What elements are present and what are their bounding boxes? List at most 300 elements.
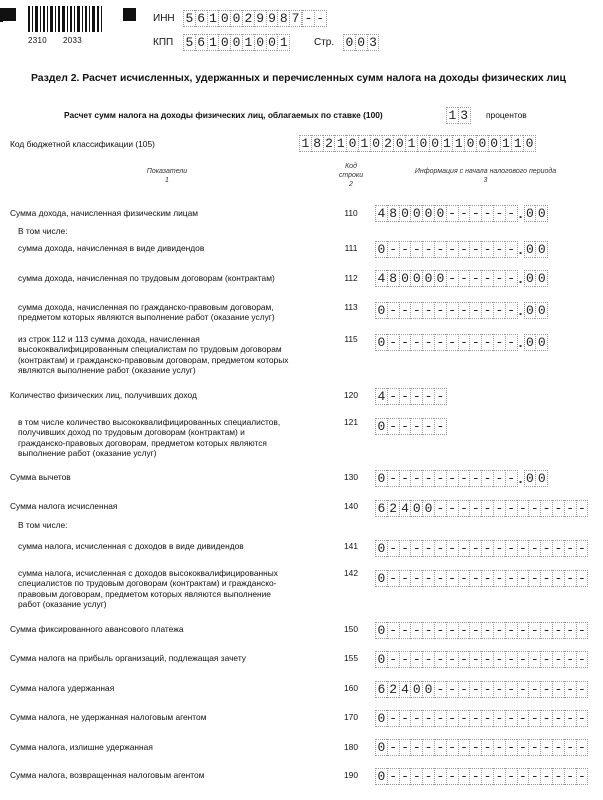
char-cell: - (469, 622, 481, 639)
char-cell: - (552, 768, 564, 785)
char-cell: - (410, 622, 422, 639)
char-cell: - (481, 622, 493, 639)
row-code: 170 (344, 712, 358, 722)
row-value-field[interactable] (375, 270, 548, 287)
char-cell: 0 (410, 500, 422, 517)
char-cell: - (446, 540, 458, 557)
char-cell: 0 (422, 205, 434, 222)
char-cell: 1 (207, 34, 219, 51)
char-cell: 0 (355, 34, 367, 51)
char-cell: - (552, 739, 564, 756)
char-cell: - (387, 241, 399, 258)
char-cell: - (387, 470, 399, 487)
char-cell: 0 (535, 270, 548, 287)
row-code: 121 (344, 417, 358, 427)
char-cell: - (528, 710, 540, 727)
char-cell: 3 (458, 107, 471, 124)
row-value-field[interactable] (375, 388, 447, 405)
char-cell: 0 (434, 270, 446, 287)
char-cell: - (493, 739, 505, 756)
char-cell: - (422, 334, 434, 351)
char-cell: - (517, 540, 529, 557)
char-cell: - (410, 540, 422, 557)
rate-cells (446, 107, 471, 124)
row-value-field[interactable] (375, 622, 588, 639)
row-value-field[interactable] (375, 241, 548, 258)
row-label-line: Сумма налога исчисленная (10, 501, 118, 511)
barcode-right: 2033 (63, 36, 82, 45)
char-cell: - (564, 540, 576, 557)
char-cell: - (446, 470, 458, 487)
kbk-label: Код бюджетной классификации (105) (10, 139, 155, 149)
char-cell: - (458, 622, 470, 639)
char-cell: - (481, 241, 493, 258)
char-cell: 7 (289, 10, 302, 27)
char-cell: - (422, 710, 434, 727)
row-label-line: В том числе: (18, 520, 68, 530)
page-cells (343, 34, 379, 51)
char-cell: 6 (195, 34, 207, 51)
decimal-point: . (518, 303, 523, 318)
row-value-field[interactable] (375, 651, 588, 668)
row-value-field[interactable] (375, 334, 548, 351)
row-value-field[interactable] (375, 470, 548, 487)
row-label (18, 243, 348, 253)
char-cell: - (540, 570, 552, 587)
row-value-cells (375, 622, 588, 639)
char-cell: - (517, 739, 529, 756)
char-cell: - (469, 739, 481, 756)
char-cell: - (576, 739, 589, 756)
char-cell: 0 (375, 334, 387, 351)
inn-trailing-cells (302, 10, 327, 27)
char-cell: 1 (277, 34, 290, 51)
row-value-cells (375, 241, 518, 258)
row-value-cells (375, 270, 518, 287)
char-cell: - (493, 681, 505, 698)
char-cell: 0 (524, 241, 536, 258)
row-label-line: Сумма налога, возвращенная налоговым агентом (10, 770, 205, 780)
char-cell: 0 (535, 241, 548, 258)
char-cell: - (505, 334, 518, 351)
row-label (10, 624, 340, 634)
row-label-line: являются выполнение работ (оказание услуг) (18, 364, 196, 375)
char-cell: - (552, 651, 564, 668)
rate-label: Расчет сумм налога на доходы физических лиц, облагаемых по ставке (100) (64, 110, 383, 120)
decimal-point: . (518, 242, 523, 257)
char-cell: - (458, 470, 470, 487)
char-cell: - (481, 270, 493, 287)
char-cell: 2 (387, 681, 399, 698)
char-cell: 1 (452, 135, 464, 152)
char-cell: - (302, 10, 314, 27)
char-cell: - (399, 302, 411, 319)
col1-header (127, 167, 207, 185)
char-cell: 0 (417, 135, 429, 152)
char-cell: - (505, 768, 517, 785)
char-cell: - (434, 334, 446, 351)
char-cell: - (469, 302, 481, 319)
char-cell: - (314, 10, 327, 27)
barcode (0, 6, 108, 36)
char-cell: - (481, 334, 493, 351)
char-cell: - (434, 470, 446, 487)
char-cell: - (458, 334, 470, 351)
char-cell: - (505, 570, 517, 587)
row-value-field[interactable] (375, 681, 588, 698)
char-cell: - (399, 739, 411, 756)
row-value-field[interactable] (375, 302, 548, 319)
char-cell: - (399, 418, 411, 435)
decimal-point: . (518, 206, 523, 221)
char-cell: - (528, 768, 540, 785)
char-cell: - (517, 570, 529, 587)
char-cell: 0 (422, 270, 434, 287)
page-number[interactable] (343, 34, 379, 51)
char-cell: 0 (535, 302, 548, 319)
char-cell: - (446, 681, 458, 698)
row-code: 110 (344, 208, 358, 218)
row-label (10, 770, 340, 780)
char-cell: 0 (375, 241, 387, 258)
row-value-field[interactable] (375, 540, 588, 557)
char-cell: 2 (387, 500, 399, 517)
row-code: 140 (344, 501, 358, 511)
inn-value[interactable] (183, 10, 327, 27)
row-value-field[interactable] (375, 768, 588, 785)
char-cell: - (493, 302, 505, 319)
char-cell: - (434, 388, 447, 405)
char-cell: 0 (524, 302, 536, 319)
char-cell: 1 (500, 135, 512, 152)
char-cell: - (387, 418, 399, 435)
row-label (18, 273, 348, 283)
row-label-line: предметом которых являются выполнение работ (оказание услуг) (18, 312, 275, 323)
char-cell: - (517, 681, 529, 698)
row-label-line: высококвалифицированным специалистам по трудовым договорам (18, 344, 282, 355)
row-value-field[interactable] (375, 570, 588, 587)
row-label (18, 541, 348, 551)
char-cell: 0 (375, 570, 387, 587)
row-label-line: выполнение работ (оказание услуг) (18, 447, 157, 458)
char-cell: - (399, 388, 411, 405)
char-cell: 1 (511, 135, 523, 152)
row-label-line: Сумма дохода, начисленная физическим лицам (10, 208, 198, 218)
char-cell: - (469, 681, 481, 698)
row-code: 112 (344, 273, 358, 283)
char-cell: 0 (218, 34, 230, 51)
char-cell: - (458, 570, 470, 587)
char-cell: - (564, 570, 576, 587)
char-cell: - (540, 540, 552, 557)
char-cell: - (481, 768, 493, 785)
char-cell: - (422, 470, 434, 487)
char-cell: - (576, 710, 589, 727)
char-cell: 0 (422, 681, 434, 698)
kpp-label: КПП (153, 37, 174, 48)
char-cell: 9 (254, 10, 266, 27)
kpp-value[interactable] (183, 34, 290, 51)
char-cell: - (446, 622, 458, 639)
row-label-line: Сумма налога, не удержанная налоговым агентом (10, 712, 207, 722)
row-value-cells (375, 418, 447, 435)
char-cell: - (399, 470, 411, 487)
row-kopecks-cells (524, 470, 549, 487)
char-cell: - (493, 768, 505, 785)
char-cell: - (517, 651, 529, 668)
char-cell: 0 (218, 10, 230, 27)
row-label-line: Сумма налога удержанная (10, 683, 115, 693)
row-code: 190 (344, 770, 358, 780)
char-cell: - (422, 739, 434, 756)
char-cell: - (446, 334, 458, 351)
char-cell: - (505, 270, 518, 287)
char-cell: 0 (375, 739, 387, 756)
char-cell: - (469, 470, 481, 487)
char-cell: - (458, 241, 470, 258)
char-cell: - (387, 302, 399, 319)
row-value-field[interactable] (375, 710, 588, 727)
row-label-line: сумма налога, исчисленная с доходов высококвалифицированных (18, 568, 278, 578)
char-cell: - (458, 302, 470, 319)
char-cell: - (387, 651, 399, 668)
char-cell: - (576, 651, 589, 668)
char-cell: 0 (422, 500, 434, 517)
col2-title-l2: строки (338, 172, 364, 179)
char-cell: - (422, 418, 434, 435)
char-cell: - (481, 302, 493, 319)
section-title: Раздел 2. Расчет исчисленных, удержанных и перечисленных сумм налога на доходы физических лиц (31, 73, 566, 84)
decimal-point: . (518, 335, 523, 350)
row-label-line: (контрактам) и гражданско-правовым договорам, предметом которых (18, 354, 289, 365)
char-cell: - (410, 570, 422, 587)
char-cell: - (505, 241, 518, 258)
col2-num: 2 (349, 181, 353, 188)
char-cell: - (517, 710, 529, 727)
row-label-line: В том числе: (18, 226, 68, 236)
char-cell: - (505, 651, 517, 668)
corner-marker-left (3, 8, 16, 21)
row-label-line: правовым договорам, предметом которых являются выполнение (18, 588, 271, 599)
row-code: 120 (344, 390, 358, 400)
row-label-line: гражданско-правовых договорам, предметом которых являются (18, 437, 267, 448)
row-value-cells (375, 540, 588, 557)
char-cell: 0 (375, 540, 387, 557)
char-cell: - (528, 622, 540, 639)
char-cell: - (505, 622, 517, 639)
char-cell: 8 (387, 270, 399, 287)
char-cell: 8 (387, 205, 399, 222)
char-cell: - (540, 651, 552, 668)
row-label-line: сумма дохода, начисленная по гражданско-правовым договорам, (18, 302, 274, 312)
row-value-cells (375, 388, 447, 405)
row-code: 180 (344, 742, 358, 752)
char-cell: 6 (375, 500, 387, 517)
row-label-line: Количество физических лиц, получивших доход (10, 390, 197, 400)
char-cell: - (552, 622, 564, 639)
row-kopecks-cells (524, 241, 549, 258)
char-cell: - (387, 540, 399, 557)
row-value-cells (375, 570, 588, 587)
char-cell: - (528, 570, 540, 587)
char-cell: - (528, 739, 540, 756)
char-cell: - (434, 768, 446, 785)
row-kopecks-cells (524, 270, 549, 287)
row-value-field[interactable] (375, 418, 447, 435)
char-cell: - (422, 241, 434, 258)
char-cell: - (564, 681, 576, 698)
row-label-line: работ (оказание услуг) (18, 598, 107, 609)
char-cell: - (399, 540, 411, 557)
char-cell: - (446, 270, 458, 287)
row-label (10, 501, 340, 511)
char-cell: 0 (535, 470, 548, 487)
char-cell: 0 (429, 135, 441, 152)
row-value-cells (375, 651, 588, 668)
row-label (10, 472, 340, 482)
char-cell: 0 (464, 135, 476, 152)
char-cell: - (399, 622, 411, 639)
char-cell: 0 (254, 34, 266, 51)
row-value-field[interactable] (375, 739, 588, 756)
row-label (18, 302, 348, 323)
char-cell: - (458, 205, 470, 222)
char-cell: - (410, 302, 422, 319)
char-cell: 1 (446, 107, 458, 124)
row-value-cells (375, 710, 588, 727)
row-label (10, 390, 340, 400)
char-cell: - (410, 388, 422, 405)
char-cell: - (469, 540, 481, 557)
row-value-field[interactable] (375, 205, 548, 222)
char-cell: 1 (299, 135, 311, 152)
char-cell: - (540, 622, 552, 639)
row-kopecks-cells (524, 302, 549, 319)
char-cell: - (387, 622, 399, 639)
char-cell: - (481, 681, 493, 698)
char-cell: 4 (399, 500, 411, 517)
row-code: 130 (344, 472, 358, 482)
char-cell: - (493, 270, 505, 287)
char-cell: - (564, 651, 576, 668)
char-cell: 0 (375, 470, 387, 487)
char-cell: 0 (476, 135, 488, 152)
char-cell: 2 (242, 10, 254, 27)
char-cell: - (458, 739, 470, 756)
char-cell: 0 (375, 418, 387, 435)
char-cell: 4 (375, 270, 387, 287)
char-cell: - (481, 710, 493, 727)
char-cell: - (505, 540, 517, 557)
char-cell: - (564, 500, 576, 517)
char-cell: - (446, 500, 458, 517)
char-cell: 0 (343, 34, 355, 51)
char-cell: - (399, 651, 411, 668)
char-cell: 0 (524, 205, 536, 222)
char-cell: - (469, 710, 481, 727)
char-cell: - (410, 651, 422, 668)
row-label (10, 653, 340, 663)
char-cell: - (469, 270, 481, 287)
char-cell: 0 (535, 205, 548, 222)
char-cell: - (422, 768, 434, 785)
char-cell: 0 (535, 334, 548, 351)
row-label-line: сумма дохода, начисленная в виде дивидендов (18, 243, 205, 253)
char-cell: - (469, 651, 481, 668)
char-cell: 0 (375, 622, 387, 639)
char-cell: 4 (375, 205, 387, 222)
char-cell: - (493, 241, 505, 258)
char-cell: 2 (382, 135, 394, 152)
char-cell: - (399, 241, 411, 258)
row-label-line: в том числе количество высококвалифицированных специалистов, (18, 417, 281, 427)
char-cell: 1 (207, 10, 219, 27)
row-label (18, 417, 348, 458)
row-kopecks-cells (524, 334, 549, 351)
char-cell: 4 (399, 681, 411, 698)
char-cell: - (481, 500, 493, 517)
char-cell: - (422, 622, 434, 639)
corner-marker-right (123, 8, 136, 21)
char-cell: 0 (524, 470, 536, 487)
char-cell: 1 (242, 34, 254, 51)
char-cell: - (387, 710, 399, 727)
kpp-cells (183, 34, 290, 51)
char-cell: - (528, 651, 540, 668)
row-label (18, 568, 348, 609)
char-cell: 0 (393, 135, 405, 152)
char-cell: - (576, 681, 589, 698)
row-code: 141 (344, 541, 358, 551)
char-cell: - (399, 334, 411, 351)
char-cell: - (422, 540, 434, 557)
row-code: 155 (344, 653, 358, 663)
char-cell: - (387, 388, 399, 405)
char-cell: 0 (399, 270, 411, 287)
char-cell: - (505, 500, 517, 517)
char-cell: 0 (230, 34, 242, 51)
char-cell: - (399, 570, 411, 587)
char-cell: 0 (488, 135, 500, 152)
char-cell: - (458, 768, 470, 785)
rate-value[interactable] (446, 107, 471, 124)
char-cell: 2 (323, 135, 335, 152)
char-cell: 4 (375, 388, 387, 405)
row-code: 111 (344, 243, 358, 253)
char-cell: - (434, 739, 446, 756)
char-cell: - (564, 739, 576, 756)
row-value-cells (375, 334, 518, 351)
char-cell: - (528, 500, 540, 517)
char-cell: - (446, 302, 458, 319)
kbk-value[interactable] (299, 135, 536, 152)
char-cell: - (493, 500, 505, 517)
row-value-field[interactable] (375, 500, 588, 517)
char-cell: 0 (523, 135, 536, 152)
char-cell: - (434, 622, 446, 639)
char-cell: 8 (277, 10, 289, 27)
char-cell: 0 (375, 651, 387, 668)
row-value-cells (375, 500, 588, 517)
char-cell: - (493, 570, 505, 587)
char-cell: 5 (183, 34, 195, 51)
char-cell: 0 (346, 135, 358, 152)
char-cell: - (434, 418, 447, 435)
char-cell: - (434, 241, 446, 258)
char-cell: - (505, 739, 517, 756)
char-cell: 0 (230, 10, 242, 27)
char-cell: - (399, 710, 411, 727)
